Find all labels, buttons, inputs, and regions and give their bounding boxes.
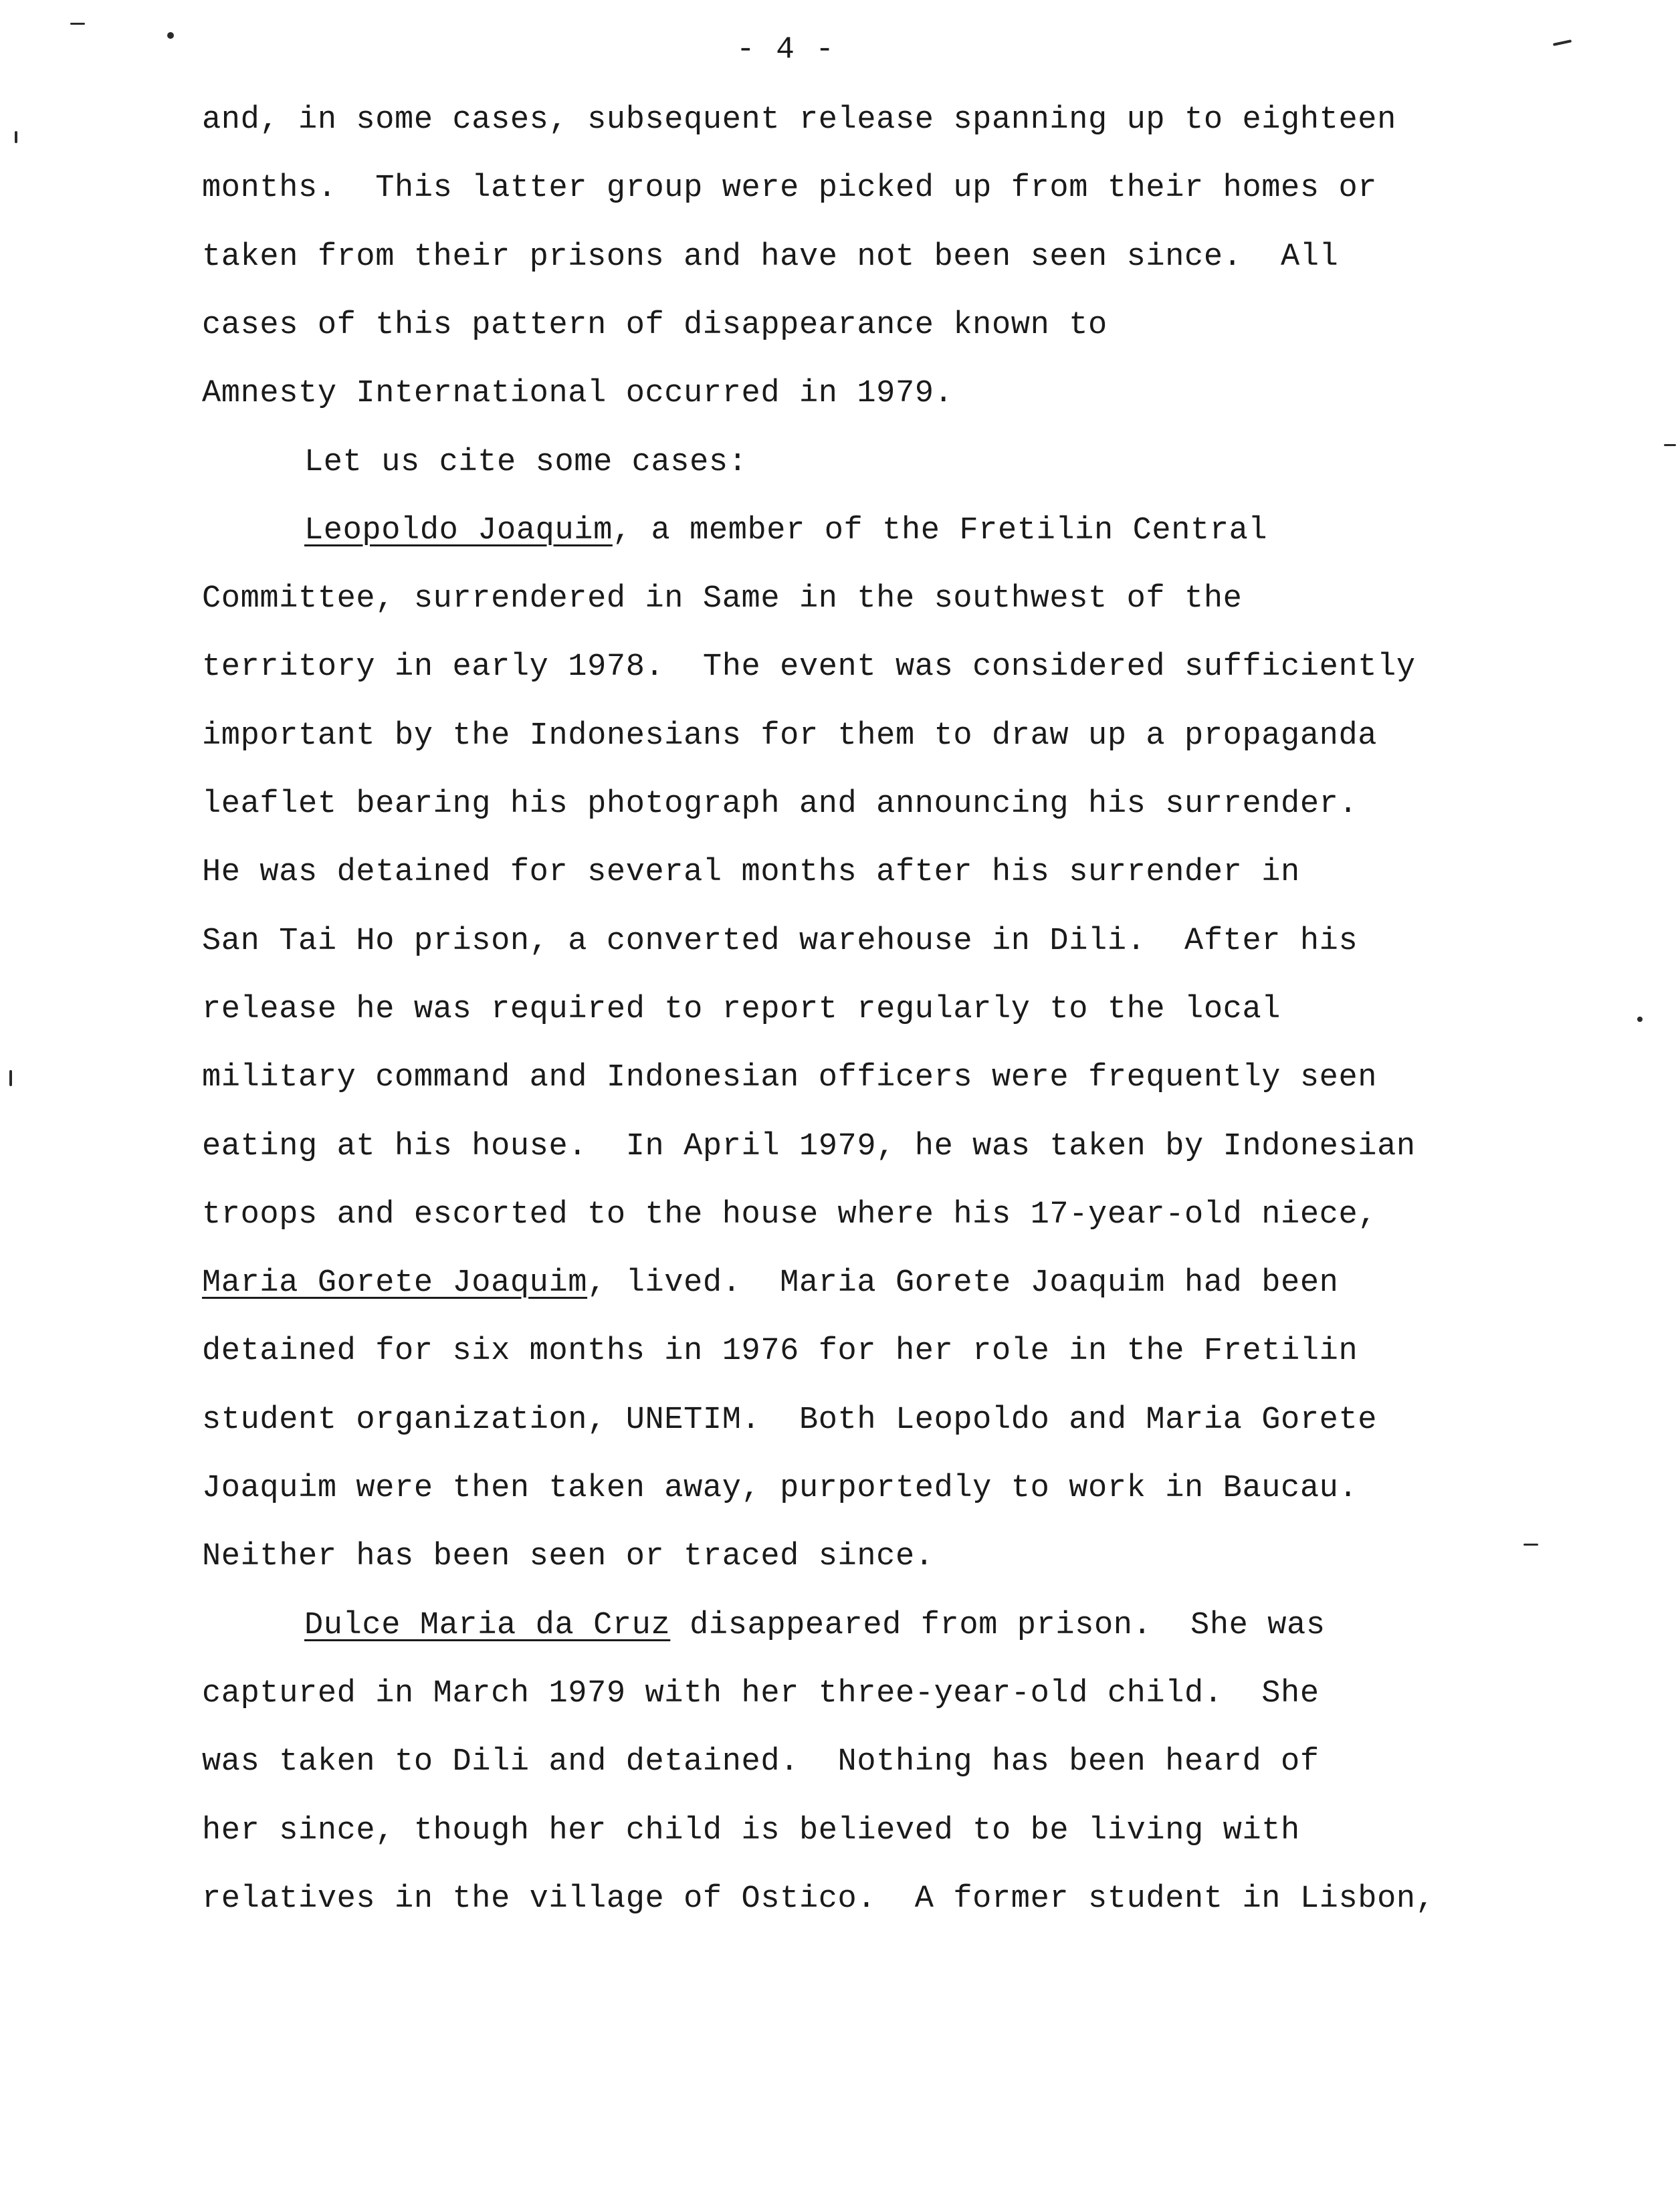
- text-segment: was taken to Dili and detained. Nothing has been heard of: [202, 1744, 1320, 1780]
- scan-artifact: [1637, 1017, 1643, 1022]
- text-segment: Amnesty International occurred in 1979.: [202, 376, 954, 412]
- text-line: [202, 304, 1108, 347]
- text-segment: disappeared from prison. She was: [670, 1607, 1326, 1643]
- text-line: [202, 851, 1300, 894]
- text-line: [202, 1330, 1358, 1373]
- scan-artifact: [15, 131, 17, 143]
- text-line: [202, 578, 1242, 621]
- text-line: [202, 1536, 934, 1578]
- text-segment: military command and Indonesian officers were frequently seen: [202, 1060, 1378, 1096]
- text-segment: and, in some cases, subsequent release spanning up to eighteen: [202, 102, 1396, 138]
- text-line: [202, 1741, 1320, 1784]
- underlined-name: Leopoldo Joaquim: [304, 512, 613, 548]
- text-segment: important by the Indonesians for them to draw up a propaganda: [202, 718, 1378, 754]
- text-line: [304, 1604, 1326, 1647]
- text-line: [202, 99, 1396, 142]
- text-segment: troops and escorted to the house where his 17-year-old niece,: [202, 1196, 1378, 1233]
- text-line: [202, 1467, 1358, 1510]
- scan-artifact: [1664, 444, 1676, 446]
- text-line: [202, 1878, 1435, 1921]
- text-segment: student organization, UNETIM. Both Leopoldo and Maria Gorete: [202, 1402, 1378, 1438]
- text-segment: captured in March 1979 with her three-year-old child. She: [202, 1675, 1320, 1711]
- text-line: [202, 167, 1377, 210]
- text-line: [202, 1673, 1320, 1715]
- text-line: [202, 988, 1281, 1031]
- text-line: [202, 783, 1358, 826]
- text-line: [202, 1810, 1300, 1853]
- text-segment: Committee, surrendered in Same in the southwest of the: [202, 581, 1243, 617]
- text-line: [202, 920, 1358, 963]
- scan-artifact: [70, 23, 85, 25]
- text-line: [202, 1399, 1377, 1442]
- scan-artifact: [167, 32, 174, 39]
- text-line: [304, 441, 748, 484]
- text-segment: , lived. Maria Gorete Joaquim had been: [587, 1265, 1339, 1301]
- underlined-name: Maria Gorete Joaquim: [202, 1265, 588, 1301]
- underlined-name: Dulce Maria da Cruz: [304, 1607, 671, 1643]
- text-segment: Neither has been seen or traced since.: [202, 1539, 934, 1575]
- text-segment: taken from their prisons and have not been seen since. All: [202, 239, 1339, 275]
- text-line: [202, 1057, 1377, 1100]
- text-line: [202, 1194, 1377, 1237]
- text-segment: territory in early 1978. The event was considered sufficiently: [202, 649, 1416, 686]
- text-line: [202, 1262, 1338, 1305]
- text-segment: , a member of the Fretilin Central: [612, 512, 1268, 548]
- text-segment: cases of this pattern of disappearance known to: [202, 307, 1108, 343]
- text-segment: Let us cite some cases:: [304, 444, 748, 480]
- page-number: - 4 -: [736, 32, 836, 67]
- text-line: [202, 1126, 1416, 1168]
- text-line: [202, 646, 1416, 689]
- text-segment: her since, though her child is believed to be living with: [202, 1812, 1300, 1849]
- scan-artifact: [9, 1070, 12, 1086]
- text-line: [202, 236, 1338, 279]
- text-segment: San Tai Ho prison, a converted warehouse in Dili. After his: [202, 923, 1358, 959]
- text-line: [304, 510, 1267, 552]
- text-segment: leaflet bearing his photograph and announcing his surrender.: [202, 787, 1358, 822]
- text-segment: release he was required to report regularly to the local: [202, 991, 1281, 1027]
- scan-artifact: [1524, 1544, 1538, 1546]
- text-segment: months. This latter group were picked up from their homes or: [202, 171, 1378, 207]
- text-line: [202, 715, 1377, 758]
- text-segment: He was detained for several months after his surrender in: [202, 855, 1300, 891]
- text-segment: eating at his house. In April 1979, he was taken by Indonesian: [202, 1128, 1416, 1164]
- text-segment: relatives in the village of Ostico. A former student in Lisbon,: [202, 1881, 1435, 1917]
- text-line: [202, 373, 953, 415]
- text-segment: detained for six months in 1976 for her role in the Fretilin: [202, 1334, 1358, 1370]
- text-segment: Joaquim were then taken away, purportedly to work in Baucau.: [202, 1471, 1358, 1506]
